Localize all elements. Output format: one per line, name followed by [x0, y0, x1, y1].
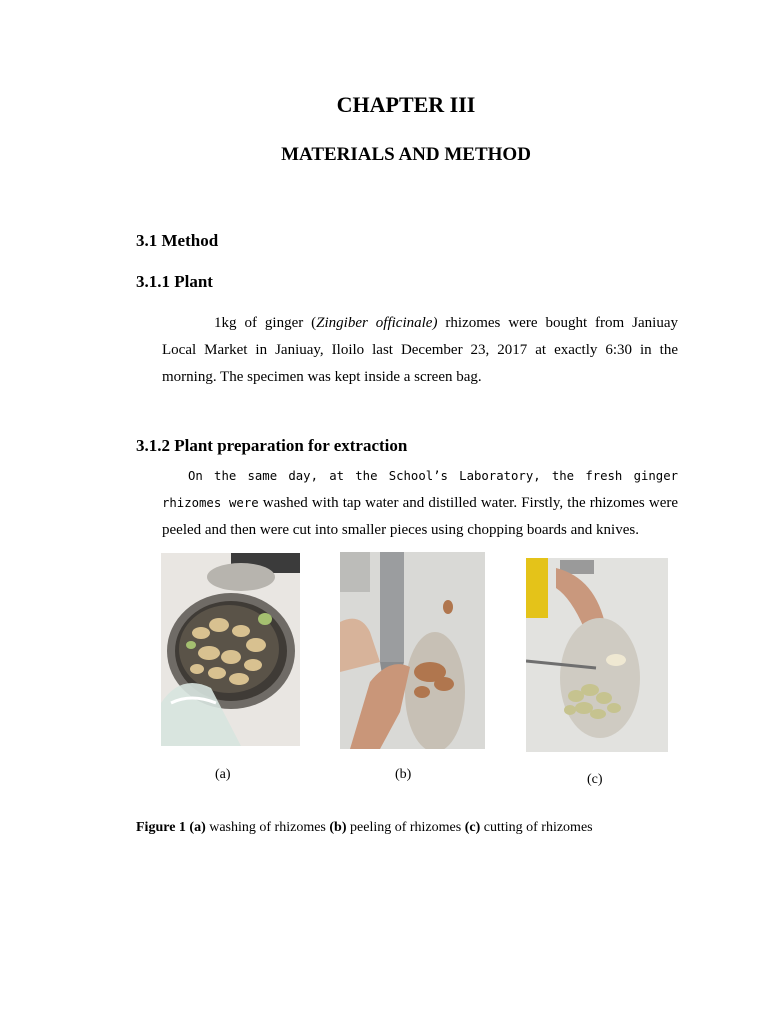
section-heading-plant: 3.1.1 Plant: [136, 272, 213, 291]
figure-caption: [136, 820, 593, 836]
figure-caption-prefix: Figure 1: [136, 820, 186, 835]
section-heading-preparation: 3.1.2 Plant preparation for extraction: [136, 436, 408, 455]
figure-caption-a-text: washing of rhizomes: [205, 820, 330, 835]
preparation-paragraph: [162, 463, 678, 544]
figure-label-c: (c): [587, 772, 603, 787]
plant-paragraph-part1: 1kg of ginger (: [214, 315, 317, 331]
section-heading-method: 3.1 Method: [136, 231, 219, 250]
figure-caption-c-text: cutting of rhizomes: [480, 820, 593, 835]
species-name: Zingiber officinale): [316, 315, 438, 331]
chapter-title: MATERIALS AND METHOD: [281, 144, 531, 165]
plant-paragraph: [162, 310, 678, 391]
photo-peeling-rhizomes: [340, 552, 485, 749]
photo-washing-rhizomes: [161, 553, 300, 746]
figure-caption-c-label: (c): [464, 820, 481, 835]
figure-caption-b-text: peeling of rhizomes: [346, 820, 465, 835]
figure-label-a: (a): [215, 767, 231, 782]
plant-paragraph-part2: rhizomes were bought from Janiuay Local Market in Janiuay, Iloilo last December 23, 2017 at exactly 6:30 in the morning. The specimen was kept inside a screen bag.: [162, 315, 678, 385]
preparation-paragraph-first-line: On the same day, at the School’s Laboratory, the fresh ginger rhizomes were: [162, 469, 678, 510]
chapter-heading: CHAPTER III: [336, 92, 476, 117]
figure-caption-b-label: (b): [329, 820, 347, 835]
figure-label-b: (b): [395, 767, 412, 782]
preparation-paragraph-rest: washed with tap water and distilled water. Firstly, the rhizomes were peeled and then were cut into smaller pieces using chopping boards and knives.: [162, 495, 679, 538]
photo-cutting-rhizomes: [526, 558, 668, 752]
figure-caption-a-label: (a): [189, 820, 206, 835]
